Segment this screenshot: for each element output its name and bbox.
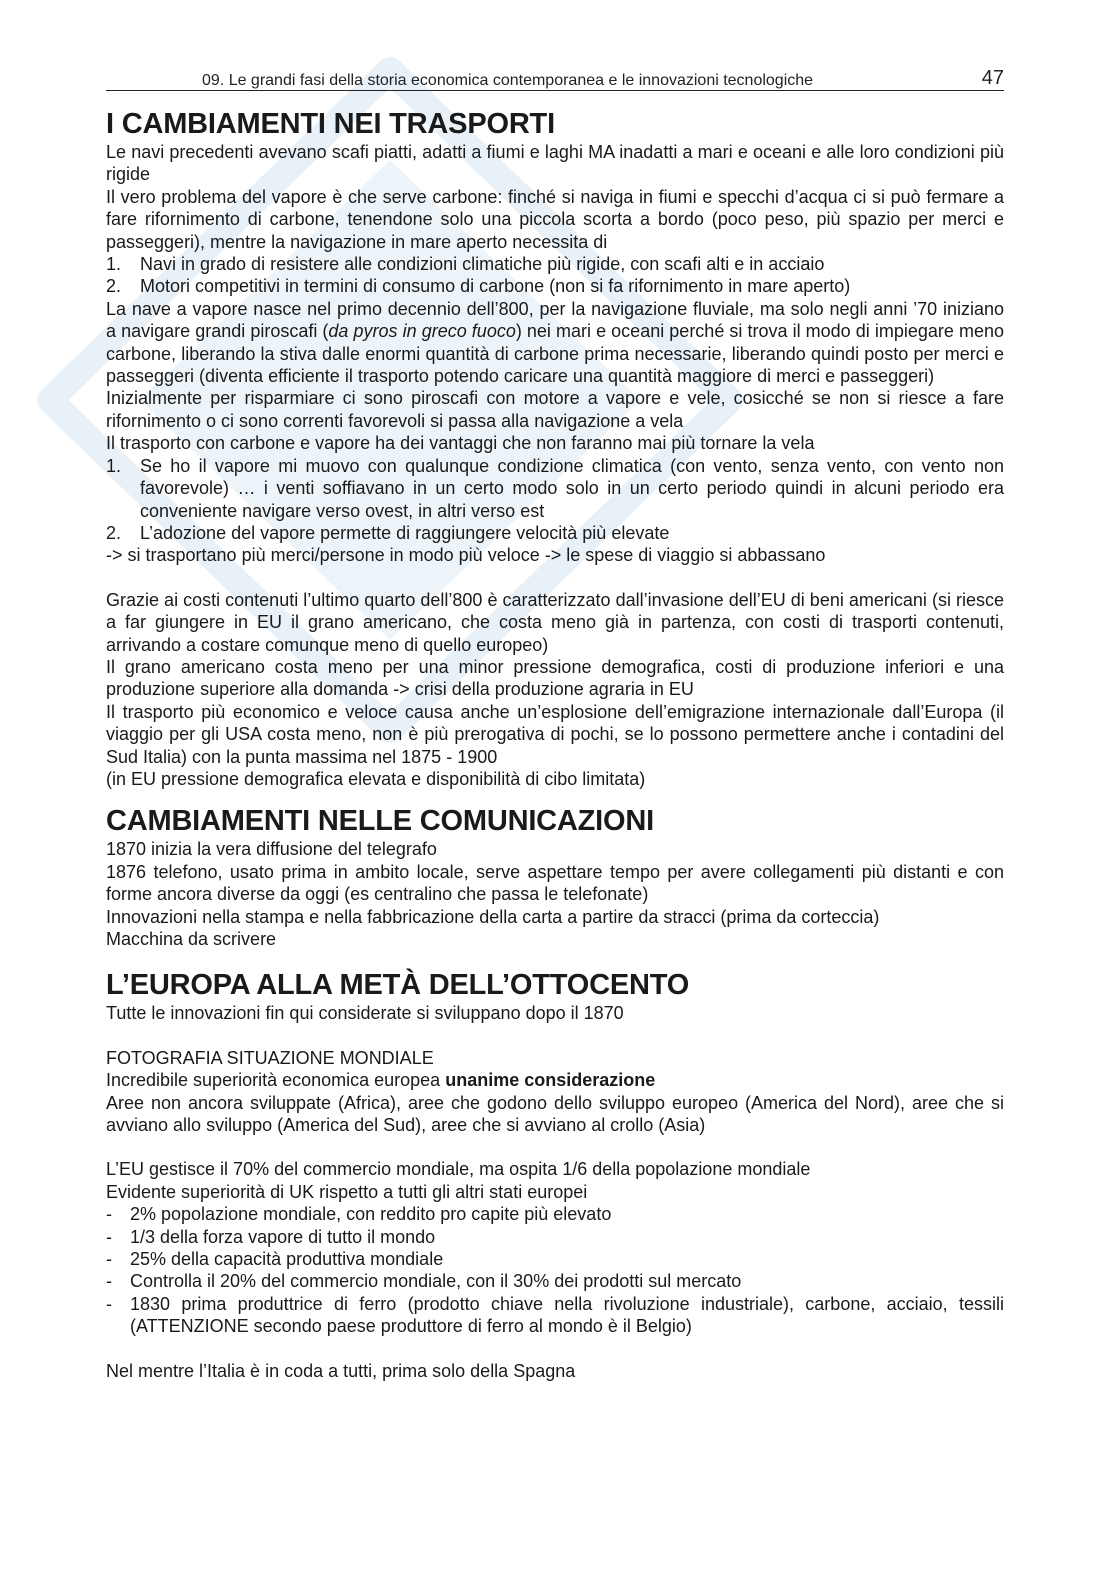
paragraph: Innovazioni nella stampa e nella fabbricazione della carta a partire da stracci (prima da corteccia) — [106, 906, 880, 927]
running-header — [106, 64, 1004, 91]
list-item — [106, 522, 1004, 544]
list-item-text: Navi in grado di resistere alle condizioni climatiche più rigide, con scafi alti e in acciaio — [140, 254, 825, 275]
numbered-list — [106, 253, 1004, 298]
section-europa — [106, 968, 1004, 1382]
spacer — [106, 1338, 1004, 1360]
numbered-list — [106, 455, 1004, 545]
list-item-text: 25% della capacità produttiva mondiale — [130, 1249, 444, 1270]
paragraph — [106, 298, 1004, 388]
spacer — [106, 1025, 1004, 1047]
section-trasporti — [106, 107, 1004, 790]
paragraph: Evidente superiorità di UK rispetto a tutti gli altri stati europei — [106, 1181, 588, 1202]
section-heading: L’EUROPA ALLA METÀ DELL’OTTOCENTO — [106, 969, 690, 1002]
paragraph: Le navi precedenti avevano scafi piatti, adatti a fiumi e laghi MA inadatti a mari e oceani e alle loro condizioni più rigide — [106, 142, 1004, 185]
paragraph: -> si trasportano più merci/persone in modo più veloce -> le spese di viaggio si abbassano — [106, 545, 826, 566]
list-marker: - — [106, 1293, 112, 1314]
page-number: 47 — [981, 67, 1004, 89]
paragraph: Inizialmente per risparmiare ci sono piroscafi con motore a vapore e vele, cosicché se non si riesce a fare rifornimento o ci sono correnti favorevoli si passa alla navigazione a vela — [106, 388, 1004, 431]
list-marker: 1. — [106, 455, 122, 476]
list-marker: 1. — [106, 254, 122, 275]
list-item-text: 1/3 della forza vapore di tutto il mondo — [130, 1226, 436, 1247]
list-marker: - — [106, 1271, 112, 1292]
list-item — [106, 1293, 1004, 1338]
list-item — [106, 1248, 1004, 1270]
paragraph: Aree non ancora sviluppate (Africa), aree che godono dello sviluppo europeo (America del Nord), aree che si avviano allo sviluppo (America del Sud), aree che si avviano al crollo (Asia) — [106, 1092, 1004, 1136]
paragraph: Il vero problema del vapore è che serve carbone: finché si naviga in fiumi e specchi d’acqua ci si può fermare a fare rifornimento di carbone, tenendone solo una piccola scorta a bordo (poco peso, più spazio per merci e passeggeri), mentre la navigazione in mare aperto necessita di — [106, 186, 1004, 252]
list-item-text: 1830 prima produttrice di ferro (prodotto chiave nella rivoluzione industriale), carbone, acciaio, tessili (ATTENZIONE secondo paese produttore di ferro al mondo è il Belgio) — [130, 1293, 1004, 1337]
paragraph: (in EU pressione demografica elevata e disponibilità di cibo limitata) — [106, 768, 646, 789]
list-item — [106, 1226, 1004, 1248]
paragraph — [106, 1069, 1004, 1091]
paragraph: Nel mentre l’Italia è in coda a tutti, prima solo della Spagna — [106, 1360, 576, 1381]
paragraph: 1876 telefono, usato prima in ambito locale, serve aspettare tempo per avere collegamenti più distanti e con forme ancora diverse da oggi (es centralino che passa le telefonate) — [106, 861, 1004, 905]
paragraph: Il trasporto più economico e veloce causa anche un’esplosione dell’emigrazione internazionale dall’Europa (il viaggio per gli USA costa meno, non è più prerogativa di pochi, se lo possono permettere anche i contadini del Sud Italia) con la punta massima nel 1875 - 1900 — [106, 701, 1004, 767]
list-marker: - — [106, 1204, 112, 1225]
paragraph: 1870 inizia la vera diffusione del telegrafo — [106, 839, 437, 860]
paragraph: L’EU gestisce il 70% del commercio mondiale, ma ospita 1/6 della popolazione mondiale — [106, 1159, 811, 1180]
list-item-text: Motori competitivi in termini di consumo di carbone (non si fa rifornimento in mare aperto) — [140, 276, 851, 297]
italic-text: da pyros in greco fuoco — [328, 321, 516, 342]
paragraph: Il trasporto con carbone e vapore ha dei vantaggi che non faranno mai più tornare la vela — [106, 433, 815, 454]
list-item — [106, 253, 1004, 275]
list-marker: 2. — [106, 276, 122, 297]
text-run: La nave a vapore nasce nel primo decennio dell’800, per la navigazione fluviale, ma solo negli anni ’70 iniziano a navigare grandi piroscafi ( — [106, 298, 1004, 342]
bold-text: unanime considerazione — [445, 1070, 656, 1091]
text-run: Incredibile superiorità economica europea — [106, 1070, 446, 1091]
list-item — [106, 275, 1004, 297]
spacer — [106, 567, 1004, 589]
list-marker: - — [106, 1249, 112, 1270]
paragraph: Grazie ai costi contenuti l’ultimo quarto dell’800 è caratterizzato dall’invasione dell’EU di beni americani (si riesce a far giungere in EU il grano americano, che costa meno già in partenza, con costi di trasporti contenuti, arrivando a costare comunque meno di quello europeo) — [106, 589, 1004, 655]
list-item — [106, 1203, 1004, 1225]
paragraph: Tutte le innovazioni fin qui considerate si sviluppano dopo il 1870 — [106, 1003, 624, 1024]
section-heading: CAMBIAMENTI NELLE COMUNICAZIONI — [106, 805, 654, 838]
spacer — [106, 1136, 1004, 1158]
list-marker: 2. — [106, 522, 122, 543]
list-item-text: Se ho il vapore mi muovo con qualunque condizione climatica (con vento, senza vento, con vento non favorevole) … i venti soffiavano in un certo modo solo in un certo periodo quindi in alcuni periodo era conveniente navigare verso ovest, in altri verso est — [140, 455, 1004, 521]
section-heading: I CAMBIAMENTI NEI TRASPORTI — [106, 108, 555, 140]
paragraph: Macchina da scrivere — [106, 929, 277, 949]
paragraph: FOTOGRAFIA SITUAZIONE MONDIALE — [106, 1047, 434, 1068]
section-comunicazioni — [106, 804, 1004, 950]
header-title: 09. Le grandi fasi della storia economica contemporanea e le innovazioni tecnologiche — [202, 72, 814, 89]
list-item-text: Controlla il 20% del commercio mondiale, con il 30% dei prodotti sul mercato — [130, 1271, 742, 1292]
document-page — [106, 64, 1004, 1382]
list-item-text: 2% popolazione mondiale, con reddito pro capite più elevato — [130, 1204, 612, 1225]
list-marker: - — [106, 1226, 112, 1247]
bullet-list — [106, 1203, 1004, 1337]
paragraph: Il grano americano costa meno per una minor pressione demografica, costi di produzione inferiori e una produzione superiore alla domanda -> crisi della produzione agraria in EU — [106, 656, 1004, 700]
text-run: ) nei mari e oceani perché si trova il modo di impiegare meno carbone, liberando la stiva dalle enormi quantità di carbone prima necessarie, liberando quindi posto per merci e passeggeri (diventa efficiente il trasporto potendo caricare una quantità maggiore di merci e passeggeri) — [106, 321, 1004, 387]
list-item — [106, 455, 1004, 522]
list-item-text: L’adozione del vapore permette di raggiungere velocità più elevate — [140, 522, 670, 543]
list-item — [106, 1270, 1004, 1292]
